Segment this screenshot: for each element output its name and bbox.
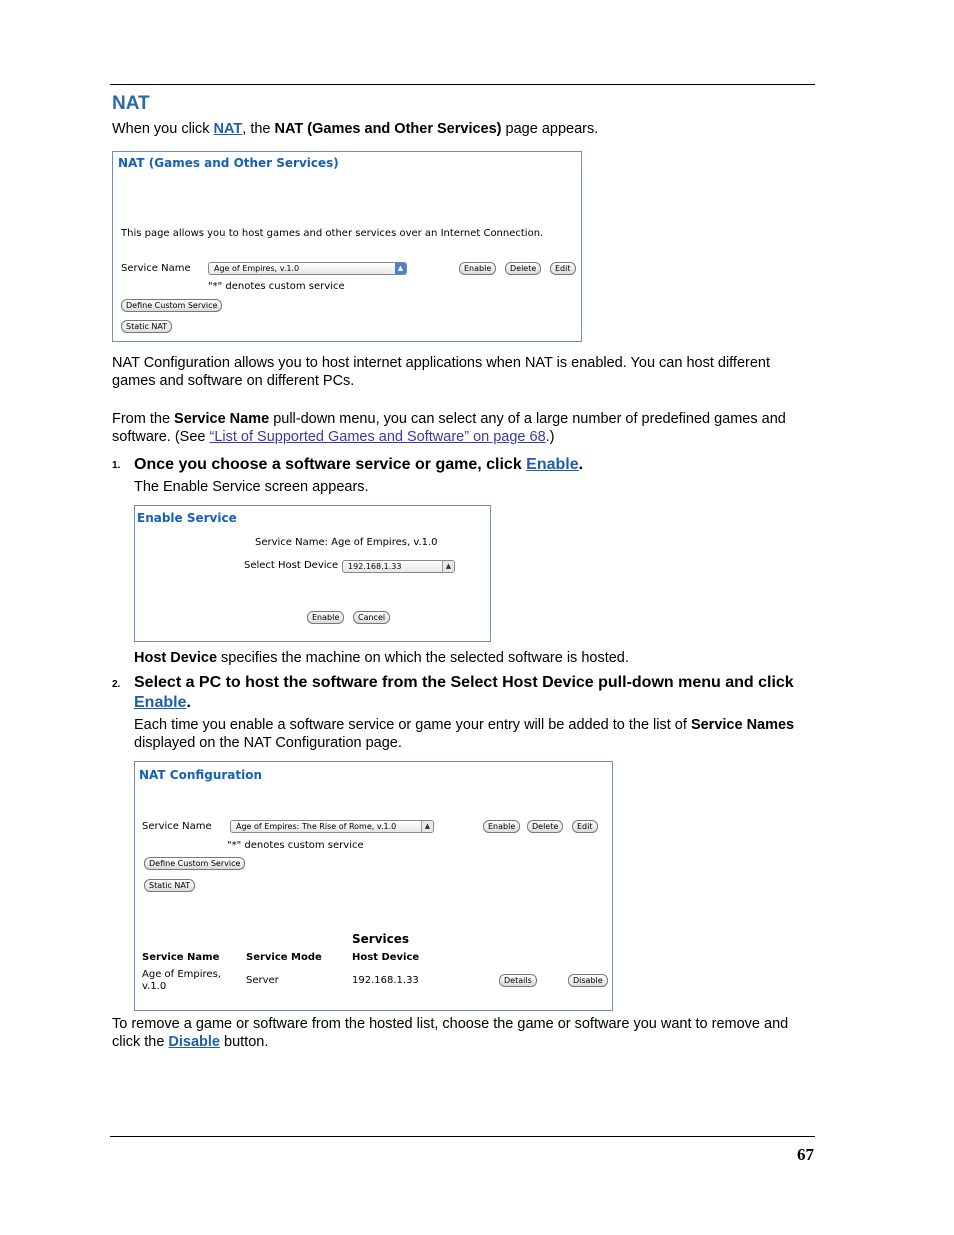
- step-2-heading: Select a PC to host the software from the Select Host Device pull-down menu and click Enable.: [134, 674, 794, 711]
- screenshot-title: NAT Configuration: [139, 768, 263, 782]
- custom-service-note: "*" denotes custom service: [208, 281, 345, 292]
- page-number: 67: [797, 1145, 814, 1164]
- closing-paragraph: To remove a game or software from the hosted list, choose the game or software you want to remove and click the Disable button.: [112, 1016, 789, 1050]
- screenshot-title: NAT (Games and Other Services): [118, 156, 339, 170]
- define-custom-service-button[interactable]: Define Custom Service: [144, 857, 245, 870]
- step-1-subtext: The Enable Service screen appears.: [134, 479, 369, 495]
- step-1-number: 1.: [112, 460, 121, 471]
- cancel-button[interactable]: Cancel: [353, 611, 390, 624]
- footer-rule: [110, 1136, 815, 1137]
- disable-button[interactable]: Disable: [568, 974, 608, 987]
- select-arrows-icon: ▲: [442, 561, 454, 572]
- static-nat-button[interactable]: Static NAT: [121, 320, 172, 333]
- supported-games-xref-link[interactable]: “List of Supported Games and Software” on page 68: [209, 429, 546, 445]
- step-2-subtext: Each time you enable a software service or game your entry will be added to the list of Service Names displayed on the NAT Configuration page.: [134, 717, 795, 751]
- column-header-host-device: Host Device: [352, 952, 420, 963]
- enable-button[interactable]: Enable: [459, 262, 496, 275]
- screenshot-description: This page allows you to host games and other services over an Internet Connection.: [121, 228, 544, 239]
- nat-configuration-screenshot: [134, 761, 613, 1011]
- screenshot-title: Enable Service: [137, 511, 237, 525]
- row-service-name: Age of Empires, v.1.0: [142, 969, 221, 992]
- host-device-select[interactable]: 192.168.1.33 ▲: [342, 560, 455, 573]
- select-arrows-icon: ▲: [395, 263, 406, 274]
- row-host-device: 192.168.1.33: [352, 975, 419, 986]
- header-rule: [110, 84, 815, 85]
- service-name-select[interactable]: Age of Empires, v.1.0 ▲: [208, 262, 407, 275]
- enable-button[interactable]: Enable: [483, 820, 520, 833]
- nat-config-paragraph: NAT Configuration allows you to host internet applications when NAT is enabled. You can host different games and software on different PCs.: [112, 355, 771, 389]
- service-name-line: Service Name: Age of Empires, v.1.0: [255, 537, 438, 548]
- enable-service-screenshot: [134, 505, 491, 642]
- step-2-enable-link[interactable]: Enable: [134, 694, 187, 711]
- section-title: NAT: [112, 93, 150, 114]
- delete-button[interactable]: Delete: [527, 820, 563, 833]
- step-1-enable-link[interactable]: Enable: [526, 456, 579, 473]
- nat-games-screenshot: [112, 151, 582, 342]
- service-name-paragraph: From the Service Name pull-down menu, you can select any of a large number of predefined games and software. (See “List of Supported Games and Software” on page 68.): [112, 411, 786, 445]
- nat-link[interactable]: NAT: [213, 121, 243, 137]
- delete-button[interactable]: Delete: [505, 262, 541, 275]
- service-name-label: Service Name: [142, 821, 212, 832]
- services-heading: Services: [352, 932, 410, 946]
- edit-button[interactable]: Edit: [550, 262, 576, 275]
- intro-paragraph: When you click NAT, the NAT (Games and Other Services) page appears.: [112, 121, 599, 137]
- step-1-heading: Once you choose a software service or game, click Enable.: [134, 456, 584, 473]
- edit-button[interactable]: Edit: [572, 820, 598, 833]
- enable-button[interactable]: Enable: [307, 611, 344, 624]
- service-name-select[interactable]: Age of Empires: The Rise of Rome, v.1.0 ▲: [230, 820, 434, 833]
- step-2-number: 2.: [112, 679, 121, 690]
- define-custom-service-button[interactable]: Define Custom Service: [121, 299, 222, 312]
- custom-service-note: "*" denotes custom service: [227, 840, 364, 851]
- host-device-label: Select Host Device: [244, 560, 339, 571]
- service-name-label: Service Name: [121, 263, 191, 274]
- host-device-paragraph: Host Device specifies the machine on which the selected software is hosted.: [134, 650, 629, 666]
- column-header-service-mode: Service Mode: [246, 952, 322, 963]
- select-arrows-icon: ▲: [421, 821, 433, 832]
- static-nat-button[interactable]: Static NAT: [144, 879, 195, 892]
- disable-link[interactable]: Disable: [168, 1034, 221, 1050]
- details-button[interactable]: Details: [499, 974, 537, 987]
- column-header-service-name: Service Name: [142, 952, 220, 963]
- row-service-mode: Server: [246, 975, 279, 986]
